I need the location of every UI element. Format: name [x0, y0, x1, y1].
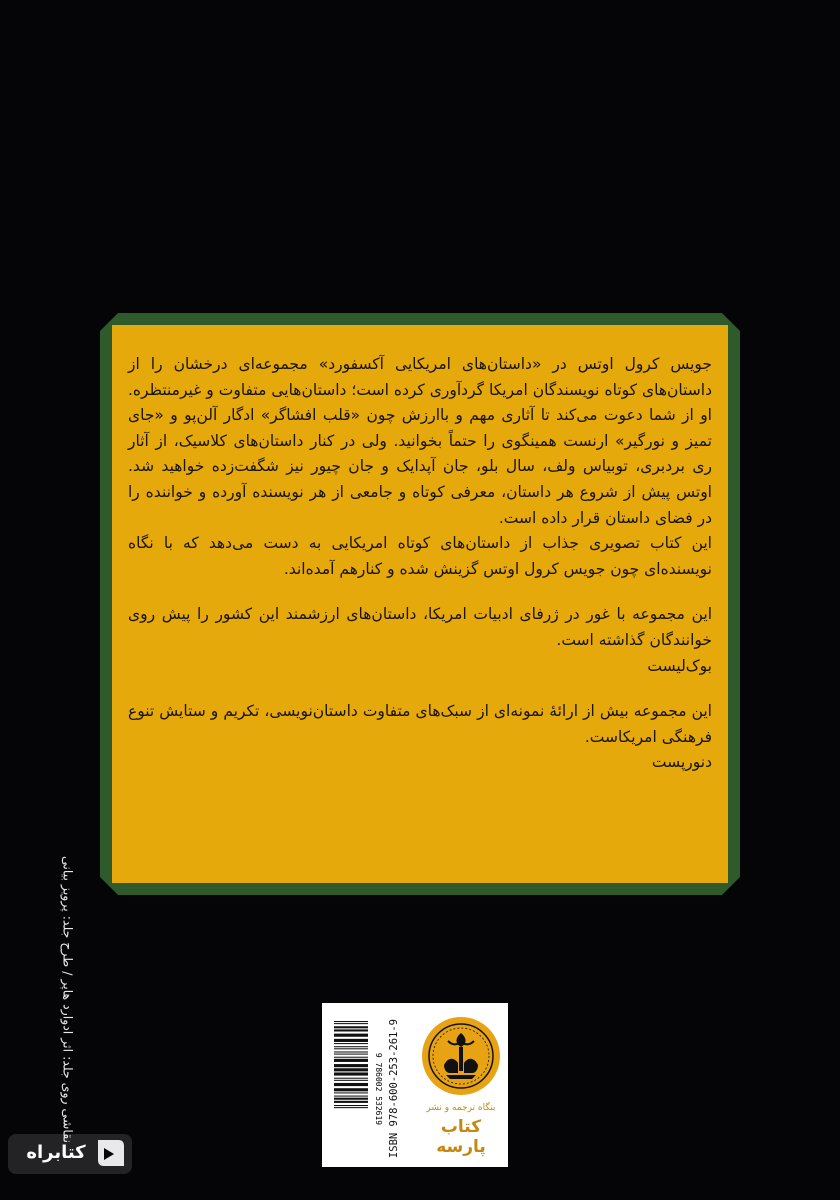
barcode-bar	[334, 1096, 368, 1097]
barcode-bar	[334, 1054, 368, 1055]
barcode-bar	[334, 1092, 368, 1093]
review-quote-2: این مجموعه بیش از ارائهٔ نمونه‌ای از سبک‌های متفاوت داستان‌نویسی، تکریم و ستایش تنوع فرهنگی امریکاست.	[128, 702, 712, 746]
spine-credit	[50, 820, 86, 1180]
barcode-bar	[334, 1057, 368, 1058]
barcode-box	[322, 1003, 508, 1167]
isbn-label	[382, 1017, 406, 1161]
barcode-bar	[334, 1043, 368, 1044]
publisher-seal-icon	[422, 1017, 500, 1095]
barcode-bar	[334, 1021, 368, 1022]
barcode-bar	[334, 1072, 368, 1075]
barcode-bar	[334, 1059, 368, 1062]
cover-credit-text: نقاشی روی جلد: اثر ادوارد هاپر / طرح جلد: پرویز بیانی	[60, 856, 76, 1144]
barcode-bar	[334, 1034, 368, 1037]
barcode-bar	[334, 1046, 368, 1047]
barcode-bar	[334, 1048, 368, 1049]
blurb-paragraph-2: این کتاب تصویری جذاب از داستان‌های کوتاه امریکایی به دست می‌دهد که با نگاه نویسنده‌ای چون جویس کرول اوتس گزینش شده و کنارهم آمده‌اند.	[128, 534, 712, 578]
watermark-label: کتابراه	[26, 1142, 86, 1163]
publisher-tagline: بنگاه ترجمه و نشر	[426, 1103, 496, 1113]
barcode-bar	[334, 1105, 368, 1106]
barcode-bar	[334, 1107, 368, 1108]
barcode-bar	[334, 1088, 368, 1091]
barcode-bar	[334, 1064, 368, 1067]
barcode-bar	[334, 1026, 368, 1028]
barcode	[334, 1019, 383, 1159]
watermark	[0, 1128, 140, 1180]
ketabrah-logo-icon	[92, 1136, 128, 1172]
review-quote-1: این مجموعه با غور در ژرفای ادبیات امریکا، داستان‌های ارزشمند این کشور را پیش روی خوانندگان گذاشته است.	[128, 605, 712, 649]
barcode-bar	[334, 1080, 368, 1081]
barcode-bar	[334, 1083, 368, 1086]
barcode-bar	[334, 1068, 368, 1071]
isbn-text: ISBN 978-600-253-261-9	[388, 1019, 400, 1159]
blurb-text	[128, 352, 712, 776]
barcode-bar	[334, 1101, 368, 1103]
barcode-bar	[334, 1023, 368, 1024]
blurb-paragraph-1: جویس کرول اوتس در «داستان‌های امریکایی آکسفورد» مجموعه‌ای درخشان را از داستان‌های کوتاه نویسندگان امریکا گردآوری کرده است؛ داستان‌هایی متفاوت و غیرمنتظره. او از شما دعوت می‌کند تا آثاری مهم و باارزش چون «قلب افشاگر» ادگار آلن‌پو و «جای تمیز و نورگیر» ارنست همینگوی را حتماً بخوانید. ولی در کنار داستان‌های کلاسیک، از آثار ری بردبری، توبیاس ولف، سال بلو، جان آپدایک و جان چیور نیز شگفت‌زده خواهید شد. اوتس پیش از شروع هر داستان، معرفی کوتاه و جامعی از هر نویسنده آورده و خواننده را در فضای داستان قرار داده است.	[128, 355, 712, 527]
review-source-2: دنورپست	[651, 753, 712, 772]
barcode-bar	[334, 1029, 368, 1031]
barcode-bar	[334, 1098, 368, 1100]
barcode-digits: 9 786002 532619	[374, 1052, 383, 1126]
barcode-bar	[334, 1051, 368, 1052]
publisher-logo	[420, 1011, 502, 1161]
barcode-bar	[334, 1039, 368, 1042]
publisher-name: کتاب پارسه	[436, 1117, 486, 1157]
review-source-1: بوک‌لیست	[647, 656, 712, 675]
barcode-bar	[334, 1078, 368, 1079]
